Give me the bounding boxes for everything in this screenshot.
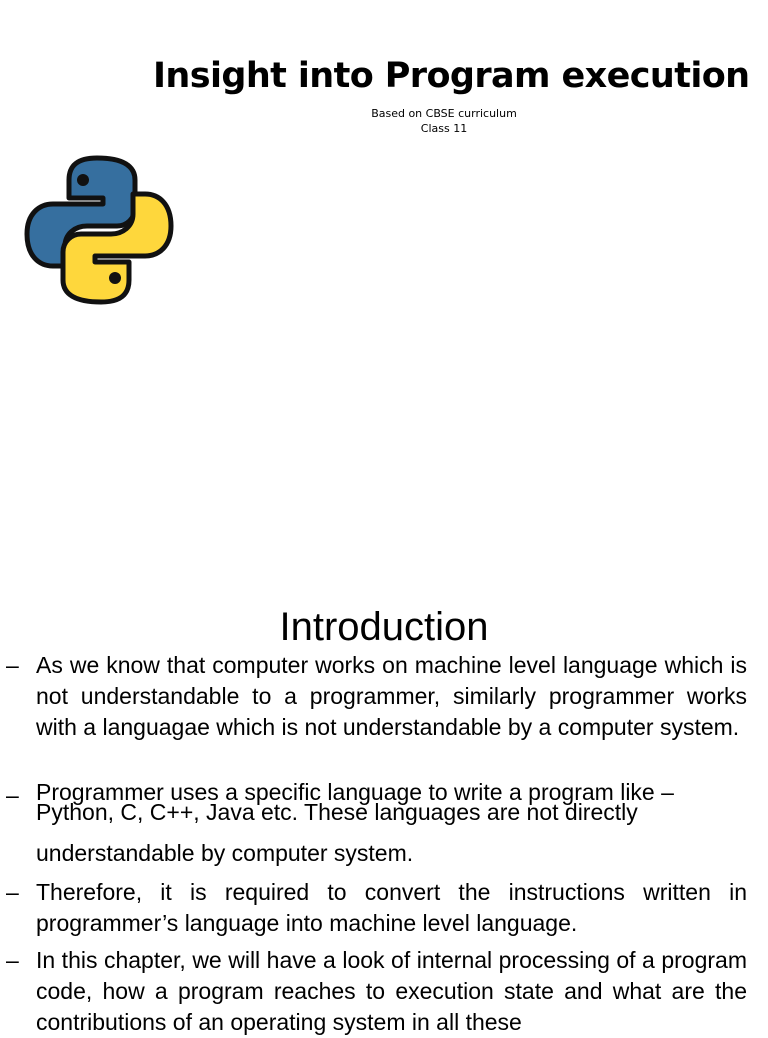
introduction-heading: Introduction <box>279 605 489 649</box>
bullet-line: Python, C, C++, Java etc. These languages are not directly <box>36 799 638 825</box>
bullet-dash: – <box>6 879 19 905</box>
bullet-text: Therefore, it is required to convert the instructions written in programmer’s language into machine level language. <box>36 879 747 936</box>
bullet-dash: – <box>6 782 19 808</box>
bullet-text: In this chapter, we will have a look of internal processing of a program code, how a program reaches to execution state and what are the contributions of an operating system in all these <box>36 947 747 1035</box>
bullet-line: understandable by computer system. <box>36 840 414 866</box>
python-logo-icon <box>18 150 180 310</box>
subtitle-class: Class 11 <box>420 122 468 135</box>
bullet-dash: – <box>6 947 19 973</box>
bullet-line: Programmer uses a specific language to write a program like – <box>36 779 674 805</box>
bullet-text-block <box>36 780 747 865</box>
slide-title: Insight into Program execution <box>153 56 750 96</box>
bullet-text: As we know that computer works on machine level language which is not understandable to a programmer, similarly programmer works with a languagae which is not understandable by a computer system. <box>36 652 747 740</box>
bullet-dash: – <box>6 652 19 678</box>
subtitle-curriculum: Based on CBSE curriculum <box>371 107 517 120</box>
